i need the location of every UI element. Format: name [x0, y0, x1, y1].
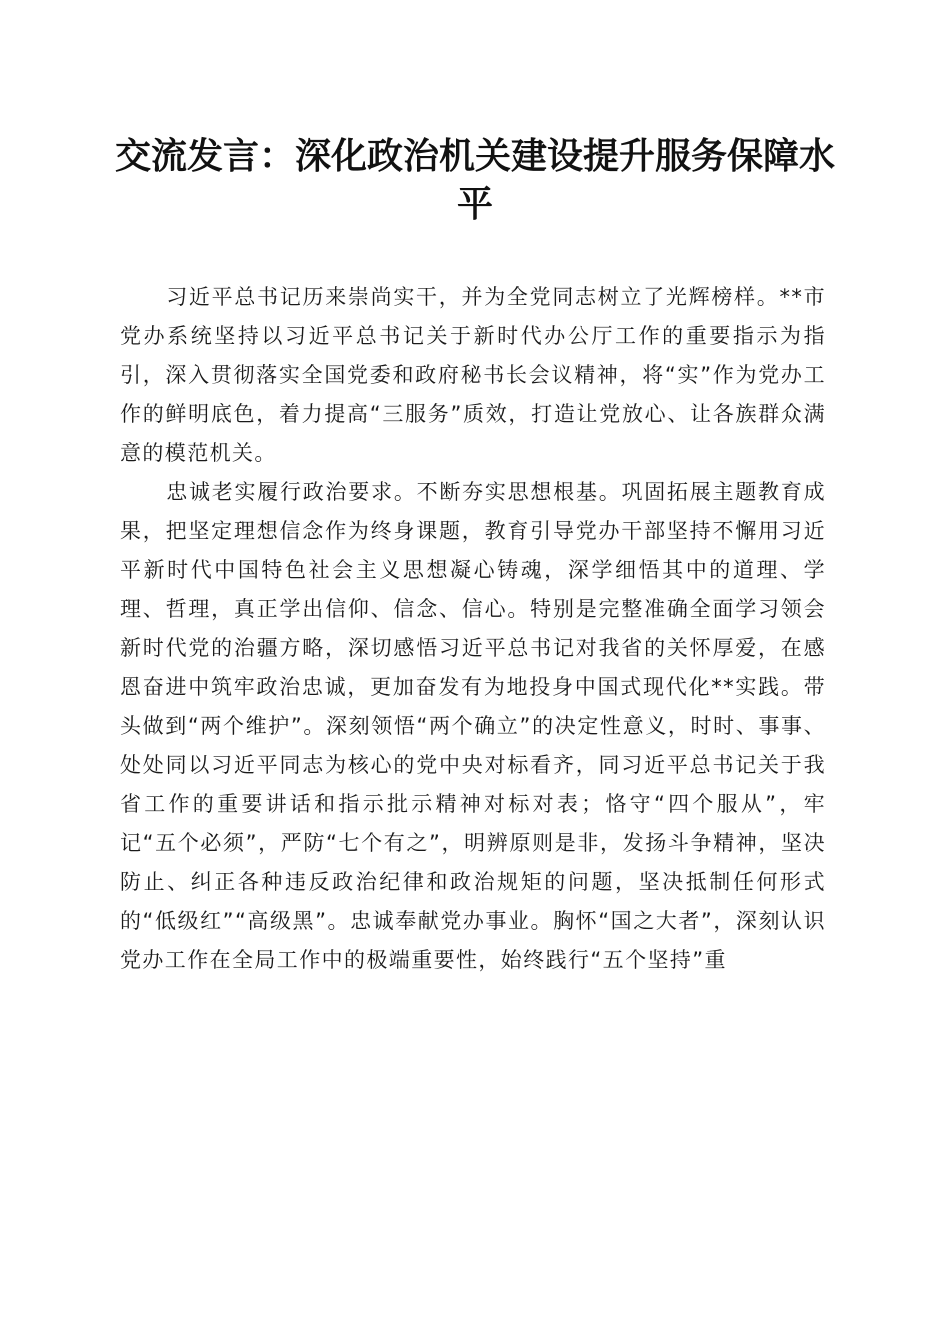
paragraph-political-loyalty: 忠诚老实履行政治要求。不断夯实思想根基。巩固拓展主题教育成果，把坚定理想信念作为终身课题，教育引导党办干部坚持不懈用习近平新时代中国特色社会主义思想凝心铸魂，深学细悟其中的道理、学理、哲理，真正学出信仰、信念、信心。特别是完整准确全面学习领会新时代党的治疆方略，深切感悟习近平总书记对我省的关怀厚爱，在感恩奋进中筑牢政治忠诚，更加奋发有为地投身中国式现代化**实践。带头做到“两个维护”。深刻领悟“两个确立”的决定性意义，时时、事事、处处同以习近平同志为核心的党中央对标看齐，同习近平总书记关于我省工作的重要讲话和指示批示精神对标对表；恪守“四个服从”，牢记“五个必须”，严防“七个有之”，明辨原则是非，发扬斗争精神，坚决防止、纠正各种违反政治纪律和政治规矩的问题，坚决抵制任何形式的“低级红”“高级黑”。忠诚奉献党办事业。胸怀“国之大者”，深刻认识党办工作在全局工作中的极端重要性，始终践行“五个坚持”重	[120, 480, 826, 972]
document-title: 交流发言：深化政治机关建设提升服务保障水平	[114, 135, 835, 225]
document-body	[120, 278, 826, 980]
paragraph-intro: 习近平总书记历来崇尚实干，并为全党同志树立了光辉榜样。**市党办系统坚持以习近平总书记关于新时代办公厅工作的重要指示为指引，深入贯彻落实全国党委和政府秘书长会议精神，将“实”作为党办工作的鲜明底色，着力提高“三服务”质效，打造让党放心、让各族群众满意的模范机关。	[120, 285, 826, 465]
